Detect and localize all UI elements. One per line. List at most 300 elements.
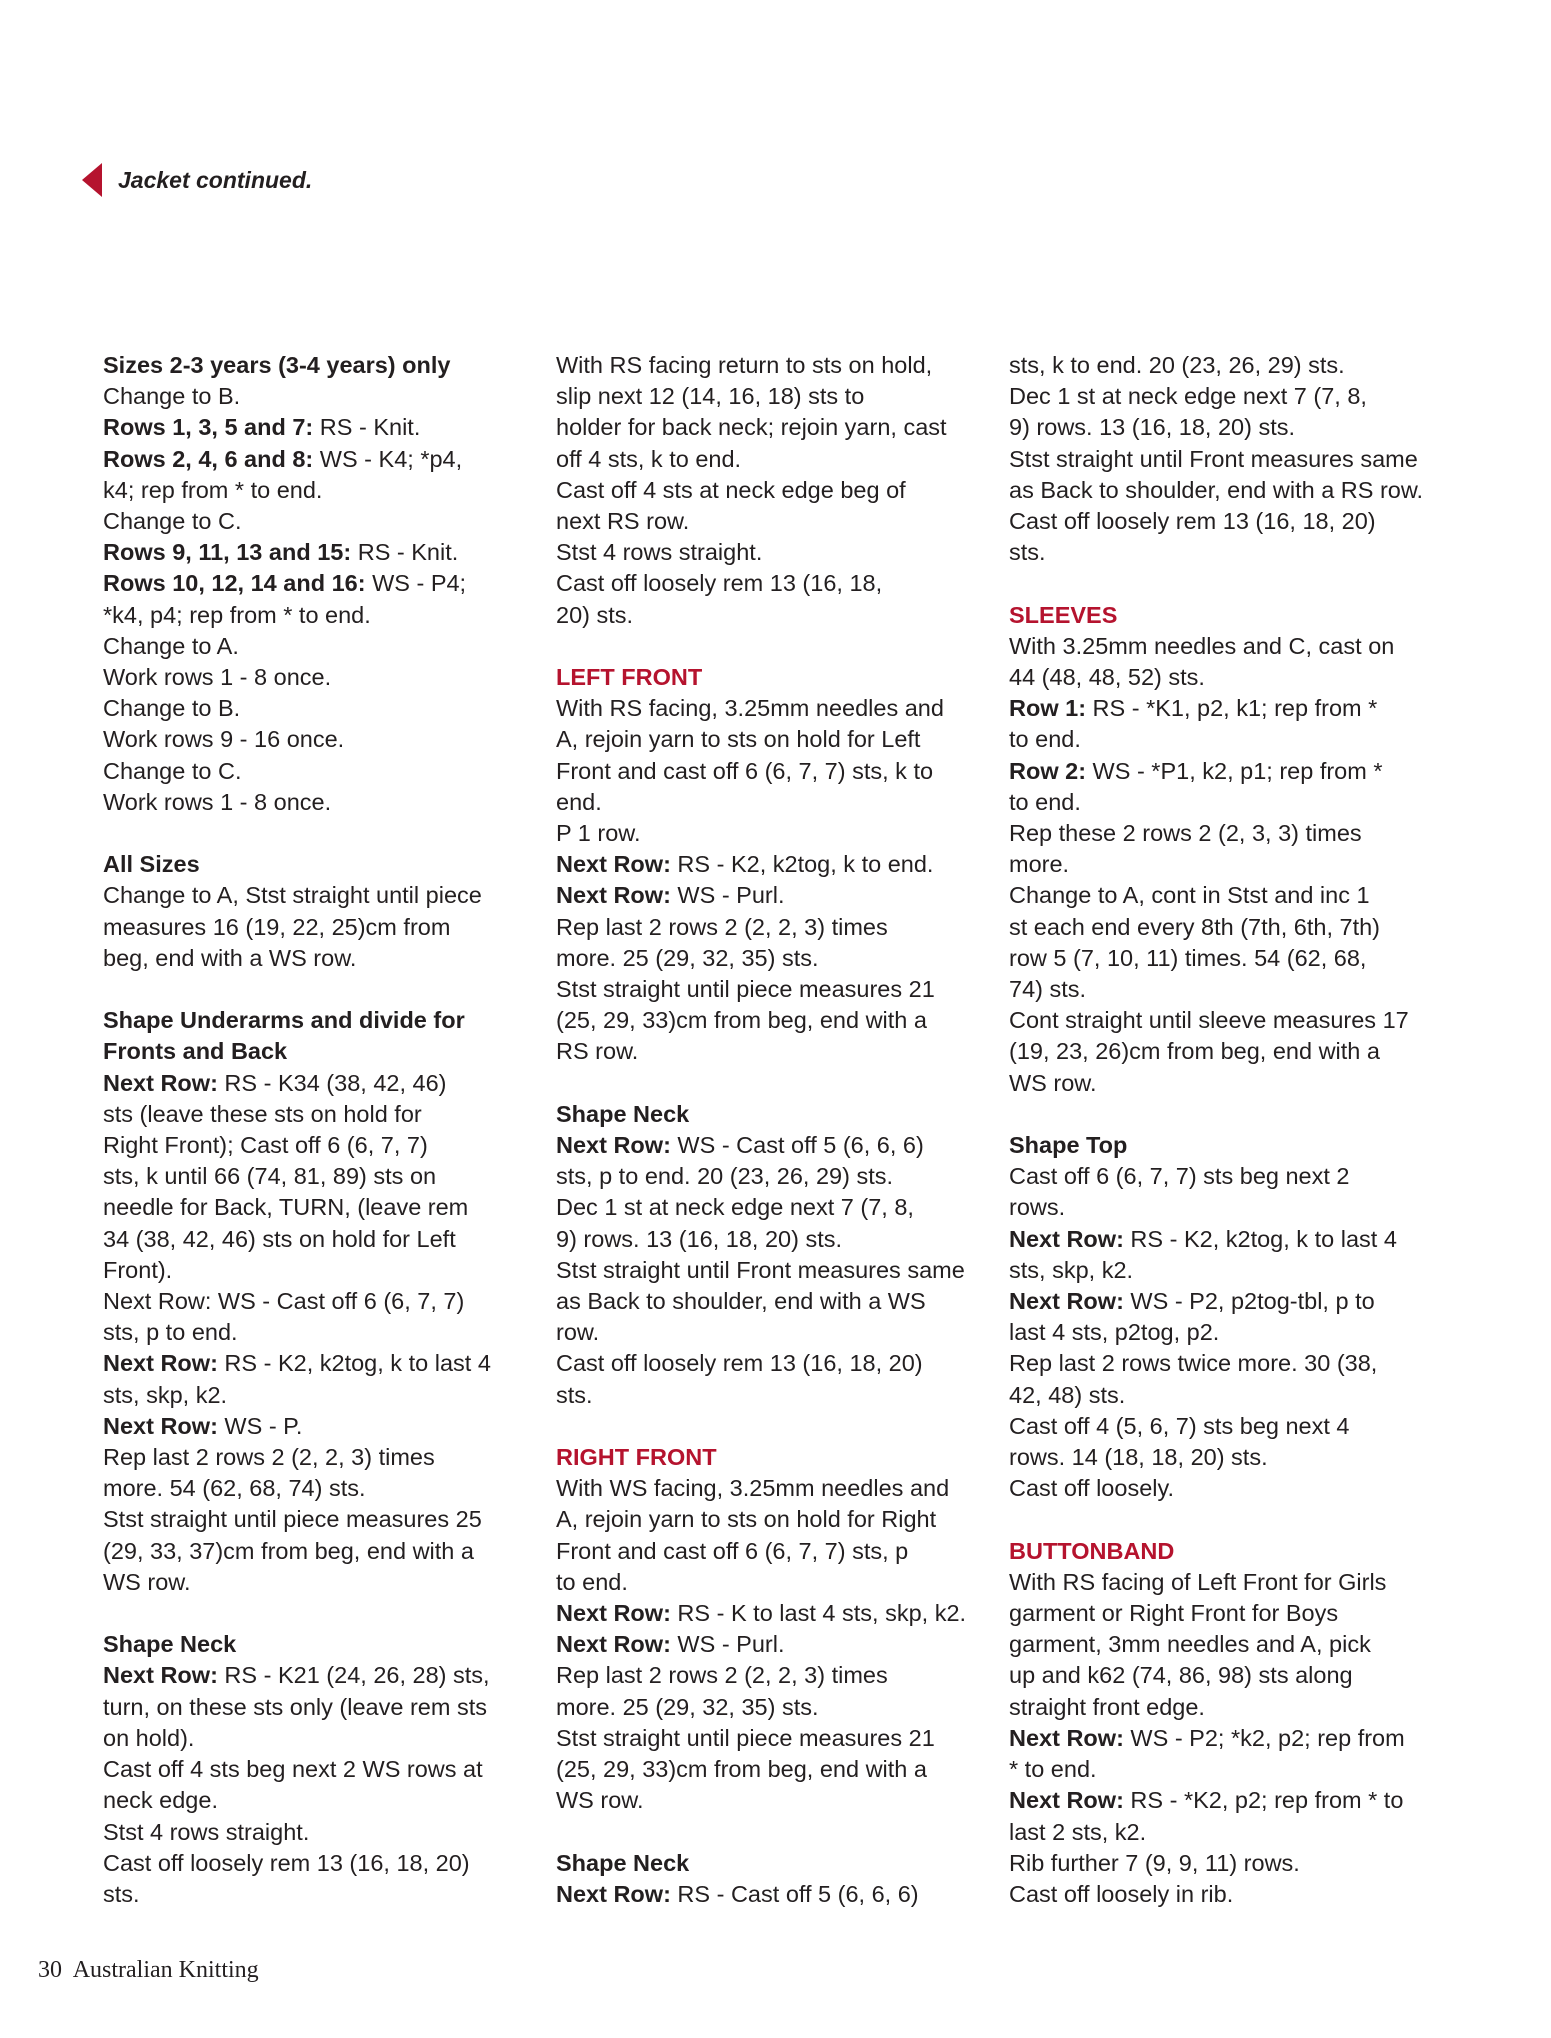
text-line <box>103 1380 543 1411</box>
text-line <box>1009 1286 1449 1317</box>
text-line <box>103 912 543 943</box>
text-line <box>103 1317 543 1348</box>
text-line <box>103 1068 543 1099</box>
section-heading <box>556 1442 996 1473</box>
text-line <box>103 1723 543 1754</box>
text-line <box>1009 1879 1449 1910</box>
text-line <box>1009 1036 1449 1067</box>
text-line <box>103 787 543 818</box>
magazine-name: Australian Knitting <box>72 1957 259 1983</box>
line-text: off 4 sts, k to end. <box>556 445 742 472</box>
text-line <box>1009 724 1449 755</box>
text-line <box>1009 1130 1449 1161</box>
text-line <box>556 1099 996 1130</box>
text-line <box>1009 880 1449 911</box>
text-line <box>556 1754 996 1785</box>
line-text: next RS row. <box>556 508 690 535</box>
line-text: Stst straight until piece measures 25 <box>103 1506 482 1533</box>
line-text: WS row. <box>1009 1069 1097 1096</box>
line-text: end. <box>556 788 602 815</box>
bold-label: Next Row: <box>556 1132 671 1159</box>
text-line <box>103 1692 543 1723</box>
text-line <box>556 1192 996 1223</box>
line-text: WS - *P1, k2, p1; rep from * <box>1086 757 1383 784</box>
line-text: garment or Right Front for Boys <box>1009 1600 1339 1627</box>
line-text: WS - Purl. <box>670 1631 785 1658</box>
line-text: A, rejoin yarn to sts on hold for Left <box>556 726 921 753</box>
paragraph-gap <box>1009 1099 1449 1130</box>
section-heading <box>556 662 996 693</box>
text-line <box>556 756 996 787</box>
line-text: Cast off 4 sts at neck edge beg of <box>556 476 906 503</box>
bold-label: Next Row: <box>103 1350 218 1377</box>
line-text: more. 54 (62, 68, 74) sts. <box>103 1475 366 1502</box>
line-text: Front). <box>103 1256 173 1283</box>
text-line <box>1009 1598 1449 1629</box>
line-text: Next Row: WS - Cast off 6 (6, 7, 7) <box>103 1288 465 1315</box>
line-text: to end. <box>556 1568 628 1595</box>
line-text: Cast off loosely rem 13 (16, 18, <box>556 570 883 597</box>
text-line <box>1009 1068 1449 1099</box>
text-line <box>556 568 996 599</box>
line-text: needle for Back, TURN, (leave rem <box>103 1194 469 1221</box>
text-line <box>1009 1411 1449 1442</box>
line-text: Right Front); Cast off 6 (6, 7, 7) <box>103 1132 428 1159</box>
text-line <box>556 1598 996 1629</box>
header-text: Jacket continued. <box>118 166 313 193</box>
text-line <box>556 724 996 755</box>
text-line <box>1009 537 1449 568</box>
line-text: Stst 4 rows straight. <box>556 539 763 566</box>
line-text: RS - Knit. <box>351 539 459 566</box>
bold-label: Next Row: <box>556 1880 671 1907</box>
line-text: as Back to shoulder, end with a WS <box>556 1288 926 1315</box>
text-line <box>556 1036 996 1067</box>
line-text: Cast off loosely. <box>1009 1475 1175 1502</box>
text-line <box>556 444 996 475</box>
line-text: *k4, p4; rep from * to end. <box>103 601 371 628</box>
line-text: With 3.25mm needles and C, cast on <box>1009 632 1395 659</box>
text-line <box>556 943 996 974</box>
line-text: turn, on these sts only (leave rem sts <box>103 1693 487 1720</box>
text-line <box>103 1473 543 1504</box>
line-text: RS - K21 (24, 26, 28) sts, <box>217 1662 490 1689</box>
text-line <box>556 1692 996 1723</box>
line-text: sts (leave these sts on hold for <box>103 1100 422 1127</box>
paragraph-gap <box>1009 568 1449 599</box>
text-line <box>103 1130 543 1161</box>
line-text: straight front edge. <box>1009 1693 1205 1720</box>
bold-label: Row 1: <box>1009 695 1087 722</box>
text-line <box>556 1317 996 1348</box>
line-text: to end. <box>1009 726 1081 753</box>
line-text: Change to C. <box>103 757 242 784</box>
text-line <box>103 943 543 974</box>
line-text: more. 25 (29, 32, 35) sts. <box>556 944 819 971</box>
line-text: Cast off loosely rem 13 (16, 18, 20) <box>1009 508 1376 535</box>
line-text: Front and cast off 6 (6, 7, 7) sts, p <box>556 1537 909 1564</box>
line-text: more. <box>1009 851 1070 878</box>
line-text: as Back to shoulder, end with a RS row. <box>1009 476 1424 503</box>
text-line <box>103 1879 543 1910</box>
text-line <box>1009 1224 1449 1255</box>
line-text: WS row. <box>103 1568 191 1595</box>
line-text: Cast off loosely in rib. <box>1009 1880 1234 1907</box>
text-line <box>556 475 996 506</box>
text-line <box>103 475 543 506</box>
triangle-marker-icon <box>82 163 102 197</box>
bold-label: Row 2: <box>1009 757 1087 784</box>
text-line <box>1009 1692 1449 1723</box>
text-line <box>1009 1348 1449 1379</box>
text-line <box>1009 381 1449 412</box>
line-text: With RS facing return to sts on hold, <box>556 352 933 378</box>
text-line <box>556 1660 996 1691</box>
text-column-3 <box>1009 350 1449 1910</box>
line-text: sts, p to end. 20 (23, 26, 29) sts. <box>556 1163 894 1190</box>
text-line <box>1009 756 1449 787</box>
text-line <box>1009 693 1449 724</box>
text-line <box>556 849 996 880</box>
text-line <box>556 1005 996 1036</box>
bold-label: Next Row: <box>103 1662 218 1689</box>
text-line <box>556 1723 996 1754</box>
line-text: Rib further 7 (9, 9, 11) rows. <box>1009 1849 1300 1876</box>
paragraph-gap <box>556 631 996 662</box>
text-line <box>556 1567 996 1598</box>
text-line <box>556 974 996 1005</box>
line-text: (25, 29, 33)cm from beg, end with a <box>556 1007 927 1034</box>
line-text: RS - K34 (38, 42, 46) <box>217 1069 447 1096</box>
text-line <box>103 693 543 724</box>
text-line <box>103 880 543 911</box>
line-text: sts. <box>1009 539 1046 566</box>
text-line <box>556 381 996 412</box>
line-text: Stst straight until piece measures 21 <box>556 976 935 1003</box>
text-line <box>1009 662 1449 693</box>
text-line <box>556 1848 996 1879</box>
line-text: P 1 row. <box>556 820 641 847</box>
text-line <box>103 1567 543 1598</box>
line-text: Work rows 1 - 8 once. <box>103 664 332 691</box>
text-line <box>103 1005 543 1036</box>
text-line <box>103 1785 543 1816</box>
line-text: rows. 14 (18, 18, 20) sts. <box>1009 1444 1268 1471</box>
line-text: last 2 sts, k2. <box>1009 1818 1147 1845</box>
line-text: Rep these 2 rows 2 (2, 3, 3) times <box>1009 820 1362 847</box>
line-text: 34 (38, 42, 46) sts on hold for Left <box>103 1225 456 1252</box>
text-line <box>103 1660 543 1691</box>
line-text: Cast off 4 sts beg next 2 WS rows at <box>103 1756 483 1783</box>
line-text: RS - Knit. <box>313 414 421 441</box>
text-line <box>103 1286 543 1317</box>
line-text: slip next 12 (14, 16, 18) sts to <box>556 383 865 410</box>
text-line <box>1009 350 1449 381</box>
line-text: up and k62 (74, 86, 98) sts along <box>1009 1662 1353 1689</box>
paragraph-gap <box>556 1068 996 1099</box>
line-text: Rep last 2 rows 2 (2, 2, 3) times <box>556 913 888 940</box>
line-text: WS - Cast off 5 (6, 6, 6) <box>670 1132 924 1159</box>
line-text: WS - P. <box>217 1412 303 1439</box>
text-line <box>1009 1473 1449 1504</box>
line-text: Rep last 2 rows twice more. 30 (38, <box>1009 1350 1378 1377</box>
text-line <box>1009 444 1449 475</box>
line-text: WS - P4; <box>365 570 467 597</box>
page-footer <box>38 1957 259 1984</box>
line-text: more. 25 (29, 32, 35) sts. <box>556 1693 819 1720</box>
bold-label: Fronts and Back <box>103 1038 288 1065</box>
line-text: RS - K2, k2tog, k to last 4 <box>1123 1225 1397 1252</box>
text-line <box>556 787 996 818</box>
bold-label: Next Row: <box>1009 1225 1124 1252</box>
section-heading-text: SLEEVES <box>1009 601 1118 628</box>
bold-label: Shape Neck <box>556 1100 690 1127</box>
text-line <box>556 600 996 631</box>
line-text: A, rejoin yarn to sts on hold for Right <box>556 1506 937 1533</box>
line-text: sts, skp, k2. <box>103 1381 228 1408</box>
text-line <box>556 1629 996 1660</box>
text-line <box>103 537 543 568</box>
line-text: Change to B. <box>103 383 241 410</box>
line-text: holder for back neck; rejoin yarn, cast <box>556 414 947 441</box>
line-text: rows. <box>1009 1194 1066 1221</box>
line-text: on hold). <box>103 1724 195 1751</box>
bold-label: All Sizes <box>103 851 200 878</box>
line-text: RS - K2, k2tog, k to last 4 <box>217 1350 491 1377</box>
text-line <box>1009 943 1449 974</box>
text-line <box>103 1848 543 1879</box>
text-line <box>103 662 543 693</box>
bold-label: Rows 1, 3, 5 and 7: <box>103 414 314 441</box>
text-line <box>1009 1442 1449 1473</box>
line-text: sts. <box>103 1880 140 1907</box>
text-line <box>103 381 543 412</box>
text-line <box>103 849 543 880</box>
line-text: last 4 sts, p2tog, p2. <box>1009 1319 1220 1346</box>
line-text: Stst straight until Front measures same <box>1009 445 1418 472</box>
text-line <box>103 1536 543 1567</box>
text-line <box>1009 849 1449 880</box>
text-line <box>556 412 996 443</box>
text-line <box>1009 912 1449 943</box>
text-line <box>556 1879 996 1910</box>
text-line <box>103 1348 543 1379</box>
section-heading-text: LEFT FRONT <box>556 664 703 691</box>
bold-label: Next Row: <box>556 882 671 909</box>
line-text: RS - K to last 4 sts, skp, k2. <box>670 1600 967 1627</box>
line-text: Cont straight until sleeve measures 17 <box>1009 1007 1409 1034</box>
line-text: (25, 29, 33)cm from beg, end with a <box>556 1756 927 1783</box>
line-text: * to end. <box>1009 1756 1097 1783</box>
text-line <box>1009 1192 1449 1223</box>
line-text: RS - *K2, p2; rep from * to <box>1123 1787 1404 1814</box>
text-line <box>103 506 543 537</box>
paragraph-gap <box>556 1411 996 1442</box>
paragraph-gap <box>103 974 543 1005</box>
line-text: Change to A, Stst straight until piece <box>103 882 482 909</box>
text-line <box>103 1817 543 1848</box>
text-line <box>1009 631 1449 662</box>
line-text: Change to A. <box>103 632 239 659</box>
text-column-2 <box>556 350 996 1910</box>
bold-label: Shape Neck <box>556 1849 690 1876</box>
line-text: Dec 1 st at neck edge next 7 (7, 8, <box>1009 383 1367 410</box>
line-text: sts. <box>556 1381 593 1408</box>
line-text: Cast off loosely rem 13 (16, 18, 20) <box>103 1849 470 1876</box>
text-line <box>556 1380 996 1411</box>
text-line <box>103 1036 543 1067</box>
text-line <box>103 1411 543 1442</box>
line-text: Dec 1 st at neck edge next 7 (7, 8, <box>556 1194 914 1221</box>
text-line <box>556 1286 996 1317</box>
section-header <box>82 162 312 198</box>
text-line <box>1009 1660 1449 1691</box>
line-text: 42, 48) sts. <box>1009 1381 1126 1408</box>
line-text: Rep last 2 rows 2 (2, 2, 3) times <box>556 1662 888 1689</box>
text-line <box>103 568 543 599</box>
line-text: Work rows 9 - 16 once. <box>103 726 345 753</box>
text-line <box>556 1348 996 1379</box>
text-line <box>556 693 996 724</box>
line-text: (19, 23, 26)cm from beg, end with a <box>1009 1038 1380 1065</box>
line-text: Stst straight until Front measures same <box>556 1256 965 1283</box>
text-line <box>103 600 543 631</box>
line-text: 44 (48, 48, 52) sts. <box>1009 664 1205 691</box>
line-text: measures 16 (19, 22, 25)cm from <box>103 913 451 940</box>
text-line <box>556 506 996 537</box>
bold-label: Shape Neck <box>103 1631 237 1658</box>
bold-label: Rows 10, 12, 14 and 16: <box>103 570 366 597</box>
text-line <box>556 350 996 381</box>
paragraph-gap <box>103 818 543 849</box>
text-line <box>1009 1161 1449 1192</box>
line-text: With RS facing of Left Front for Girls <box>1009 1568 1387 1595</box>
line-text: Front and cast off 6 (6, 7, 7) sts, k to <box>556 757 934 784</box>
text-line <box>103 1442 543 1473</box>
bold-label: Next Row: <box>1009 1724 1124 1751</box>
text-line <box>103 724 543 755</box>
text-line <box>556 537 996 568</box>
text-line <box>103 1099 543 1130</box>
line-text: Cast off 4 (5, 6, 7) sts beg next 4 <box>1009 1412 1350 1439</box>
line-text: Stst 4 rows straight. <box>103 1818 310 1845</box>
line-text: 74) sts. <box>1009 976 1087 1003</box>
text-line <box>1009 1723 1449 1754</box>
paragraph-gap <box>1009 1504 1449 1535</box>
text-line <box>103 412 543 443</box>
text-line <box>556 912 996 943</box>
section-heading <box>1009 600 1449 631</box>
text-line <box>103 444 543 475</box>
line-text: With WS facing, 3.25mm needles and <box>556 1475 950 1502</box>
text-line <box>103 1754 543 1785</box>
line-text: neck edge. <box>103 1787 218 1814</box>
text-line <box>1009 787 1449 818</box>
text-line <box>103 1504 543 1535</box>
line-text: WS - P2; *k2, p2; rep from <box>1123 1724 1405 1751</box>
text-line <box>103 631 543 662</box>
line-text: Cast off 6 (6, 7, 7) sts beg next 2 <box>1009 1163 1350 1190</box>
text-line <box>1009 506 1449 537</box>
text-line <box>556 818 996 849</box>
text-line <box>556 1255 996 1286</box>
line-text: Cast off loosely rem 13 (16, 18, 20) <box>556 1350 923 1377</box>
text-line <box>1009 1785 1449 1816</box>
text-line <box>556 1536 996 1567</box>
text-line <box>103 350 543 381</box>
line-text: sts, skp, k2. <box>1009 1256 1134 1283</box>
paragraph-gap <box>556 1817 996 1848</box>
text-line <box>103 1224 543 1255</box>
line-text: Rep last 2 rows 2 (2, 2, 3) times <box>103 1444 435 1471</box>
text-line <box>556 1161 996 1192</box>
text-line <box>1009 412 1449 443</box>
bold-label: Next Row: <box>103 1069 218 1096</box>
line-text: Change to C. <box>103 508 242 535</box>
line-text: WS - K4; *p4, <box>313 445 463 472</box>
text-line <box>1009 818 1449 849</box>
line-text: st each end every 8th (7th, 6th, 7th) <box>1009 913 1380 940</box>
text-line <box>103 1255 543 1286</box>
line-text: RS - K2, k2tog, k to end. <box>670 851 934 878</box>
text-line <box>1009 1567 1449 1598</box>
line-text: WS - Purl. <box>670 882 785 909</box>
section-heading-text: RIGHT FRONT <box>556 1444 717 1471</box>
line-text: RS row. <box>556 1038 639 1065</box>
section-heading-text: BUTTONBAND <box>1009 1537 1175 1564</box>
bold-label: Next Row: <box>556 1600 671 1627</box>
text-line <box>1009 1317 1449 1348</box>
text-line <box>103 756 543 787</box>
line-text: beg, end with a WS row. <box>103 944 357 971</box>
section-heading <box>1009 1536 1449 1567</box>
bold-label: Next Row: <box>556 851 671 878</box>
bold-label: Rows 9, 11, 13 and 15: <box>103 539 352 566</box>
line-text: 9) rows. 13 (16, 18, 20) sts. <box>1009 414 1296 441</box>
line-text: RS - *K1, p2, k1; rep from * <box>1086 695 1378 722</box>
text-line <box>1009 1817 1449 1848</box>
line-text: WS row. <box>556 1787 644 1814</box>
text-line <box>1009 1754 1449 1785</box>
line-text: With RS facing, 3.25mm needles and <box>556 695 944 722</box>
line-text: sts, k until 66 (74, 81, 89) sts on <box>103 1163 437 1190</box>
paragraph-gap <box>103 1598 543 1629</box>
bold-label: Rows 2, 4, 6 and 8: <box>103 445 314 472</box>
text-line <box>556 1504 996 1535</box>
bold-label: Shape Underarms and divide for <box>103 1007 465 1034</box>
line-text: k4; rep from * to end. <box>103 476 323 503</box>
line-text: row 5 (7, 10, 11) times. 54 (62, 68, <box>1009 944 1367 971</box>
text-line <box>1009 475 1449 506</box>
line-text: Change to A, cont in Stst and inc 1 <box>1009 882 1370 909</box>
bold-label: Shape Top <box>1009 1132 1128 1159</box>
line-text: Work rows 1 - 8 once. <box>103 788 332 815</box>
line-text: row. <box>556 1319 600 1346</box>
line-text: 9) rows. 13 (16, 18, 20) sts. <box>556 1225 843 1252</box>
line-text: to end. <box>1009 788 1081 815</box>
text-line <box>1009 1629 1449 1660</box>
line-text: sts, p to end. <box>103 1319 238 1346</box>
text-line <box>1009 974 1449 1005</box>
text-line <box>556 1130 996 1161</box>
text-line <box>556 1224 996 1255</box>
line-text: Change to B. <box>103 695 241 722</box>
bold-label: Sizes 2-3 years (3-4 years) only <box>103 352 451 378</box>
text-line <box>103 1192 543 1223</box>
line-text: 20) sts. <box>556 601 634 628</box>
text-line <box>556 1473 996 1504</box>
text-column-1 <box>103 350 543 1910</box>
